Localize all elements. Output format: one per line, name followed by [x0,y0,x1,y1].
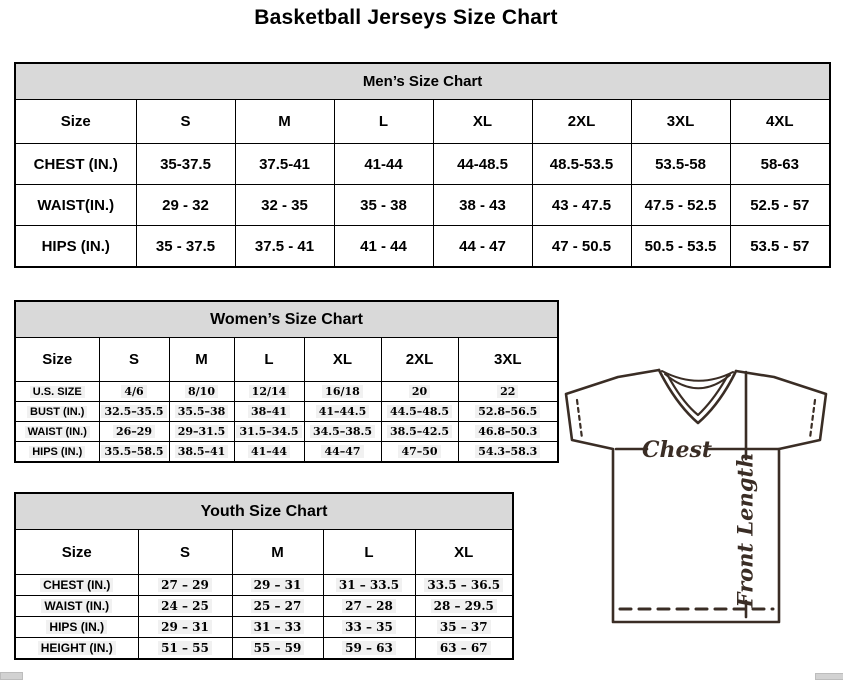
mens-cell: 32 - 35 [235,185,334,226]
youth-table-title: Youth Size Chart [15,493,513,530]
cell-text: 20 [409,385,430,398]
womens-cell [169,442,234,463]
youth-cell [323,617,415,638]
womens-cell [381,382,458,402]
youth-cell [323,575,415,596]
cell-text: WAIST (IN.) [41,599,112,613]
womens-cell [234,382,304,402]
womens-col-header: XL [304,338,381,382]
mens-cell: 53.5-58 [631,144,730,185]
mens-cell: 50.5 - 53.5 [631,226,730,268]
mens-size-table [14,62,831,268]
cell-text: 46.8–50.3 [475,425,540,438]
mens-cell: 47.5 - 52.5 [631,185,730,226]
womens-size-table [14,300,559,463]
youth-row-label [15,617,138,638]
womens-cell [169,382,234,402]
mens-cell: 47 - 50.5 [532,226,631,268]
youth-cell [415,596,513,617]
mens-cell: 58-63 [730,144,830,185]
cell-text: 35.5–58.5 [101,445,166,458]
cell-text: 31 – 33.5 [336,578,402,592]
mens-cell: 41-44 [334,144,433,185]
right-cuff-dashed-seam [810,400,815,438]
mens-col-header: XL [433,100,532,144]
womens-cell [169,422,234,442]
cell-text: 33 – 35 [342,620,396,634]
cell-text: 22 [497,385,518,398]
mens-cell: 38 - 43 [433,185,532,226]
youth-cell [138,617,232,638]
youth-col-header: XL [415,530,513,575]
cell-text: U.S. SIZE [30,386,85,398]
cell-text: 59 – 63 [342,641,396,655]
youth-cell [138,638,232,660]
left-cuff-dashed-seam [577,400,582,438]
cell-text: 41–44 [248,445,290,458]
mens-size-label: Size [15,100,136,144]
cell-text: 29 – 31 [158,620,212,634]
mens-table-title: Men’s Size Chart [15,63,830,100]
womens-table-title: Women’s Size Chart [15,301,558,338]
cell-text: 34.5–38.5 [310,425,375,438]
womens-row-label [15,442,99,463]
cell-text: 47–50 [398,445,440,458]
youth-cell [232,575,323,596]
youth-cell [138,575,232,596]
mens-row-label: CHEST (IN.) [15,144,136,185]
cell-text: 35 – 37 [437,620,491,634]
womens-cell [458,382,558,402]
youth-size-label: Size [15,530,138,575]
youth-cell [415,617,513,638]
youth-col-header: S [138,530,232,575]
cell-text: 27 – 29 [158,578,212,592]
mens-cell: 48.5-53.5 [532,144,631,185]
womens-cell [458,402,558,422]
cell-text: 35.5–38 [175,405,229,418]
youth-col-header: L [323,530,415,575]
cell-text: WAIST (IN.) [25,426,90,438]
womens-cell [304,442,381,463]
cell-text: 38.5–41 [175,445,229,458]
womens-col-header: S [99,338,169,382]
cell-text: 28 – 29.5 [431,599,497,613]
cell-text: HIPS (IN.) [46,620,107,634]
womens-cell [381,442,458,463]
womens-row-label [15,402,99,422]
womens-cell [234,442,304,463]
cell-text: 32.5–35.5 [101,405,166,418]
cell-text: 24 – 25 [158,599,212,613]
chest-label: Chest [641,437,713,463]
jersey-outline [566,370,826,622]
mens-row-label: WAIST(IN.) [15,185,136,226]
cell-text: 41–44.5 [316,405,370,418]
womens-cell [381,402,458,422]
womens-cell [99,382,169,402]
womens-cell [234,422,304,442]
cell-text: CHEST (IN.) [40,578,113,592]
youth-row-label [15,575,138,596]
cell-text: 51 – 55 [158,641,212,655]
womens-col-header: 2XL [381,338,458,382]
womens-size-label: Size [15,338,99,382]
cell-text: 12/14 [249,385,290,398]
mens-cell: 35 - 37.5 [136,226,235,268]
youth-col-header: M [232,530,323,575]
womens-cell [458,422,558,442]
youth-cell [415,638,513,660]
cell-text: 16/18 [322,385,363,398]
cell-text: 29–31.5 [175,425,229,438]
cell-text: 27 – 28 [342,599,396,613]
cell-text: 38.5–42.5 [387,425,452,438]
cell-text: 26–29 [113,425,155,438]
cell-text: 55 – 59 [251,641,305,655]
cell-text: 52.8–56.5 [475,405,540,418]
cell-text: HEIGHT (IN.) [38,641,116,655]
front-length-label: Front Length [732,452,758,608]
mens-col-header: M [235,100,334,144]
youth-row-label [15,638,138,660]
womens-cell [99,442,169,463]
mens-cell: 44-48.5 [433,144,532,185]
cell-text: 8/10 [185,385,218,398]
youth-size-table [14,492,514,660]
cell-text: 44.5–48.5 [387,405,452,418]
womens-col-header: M [169,338,234,382]
mens-col-header: 2XL [532,100,631,144]
cell-text: 31.5–34.5 [236,425,301,438]
cell-text: 54.3–58.3 [475,445,540,458]
cell-text: 38–41 [248,405,290,418]
mens-cell: 41 - 44 [334,226,433,268]
cell-text: 33.5 – 36.5 [424,578,503,592]
mens-col-header: L [334,100,433,144]
cell-text: 44–47 [321,445,363,458]
mens-cell: 37.5 - 41 [235,226,334,268]
youth-cell [415,575,513,596]
mens-cell: 44 - 47 [433,226,532,268]
womens-cell [99,402,169,422]
mens-row-label: HIPS (IN.) [15,226,136,268]
mens-col-header: 4XL [730,100,830,144]
mens-col-header: 3XL [631,100,730,144]
mens-cell: 29 - 32 [136,185,235,226]
cell-text: 4/6 [121,385,146,398]
womens-cell [458,442,558,463]
womens-cell [304,422,381,442]
youth-cell [323,638,415,660]
youth-cell [232,617,323,638]
womens-cell [304,402,381,422]
jersey-measurement-diagram [556,360,843,660]
cell-text: 63 – 67 [437,641,491,655]
mens-cell: 35 - 38 [334,185,433,226]
cell-text: HIPS (IN.) [29,446,85,458]
cell-text: 29 – 31 [251,578,305,592]
womens-cell [234,402,304,422]
cell-text: 25 – 27 [251,599,305,613]
womens-row-label [15,422,99,442]
mens-col-header: S [136,100,235,144]
youth-cell [138,596,232,617]
womens-row-label [15,382,99,402]
womens-cell [381,422,458,442]
womens-col-header: L [234,338,304,382]
womens-cell [169,402,234,422]
cell-text: 31 – 33 [251,620,305,634]
youth-cell [232,596,323,617]
mens-cell: 35-37.5 [136,144,235,185]
mens-cell: 52.5 - 57 [730,185,830,226]
mens-cell: 37.5-41 [235,144,334,185]
cell-text: BUST (IN.) [27,406,87,418]
womens-col-header: 3XL [458,338,558,382]
page-title: Basketball Jerseys Size Chart [254,6,558,29]
youth-row-label [15,596,138,617]
womens-cell [304,382,381,402]
womens-cell [99,422,169,442]
mens-cell: 53.5 - 57 [730,226,830,268]
mens-cell: 43 - 47.5 [532,185,631,226]
youth-cell [232,638,323,660]
youth-cell [323,596,415,617]
